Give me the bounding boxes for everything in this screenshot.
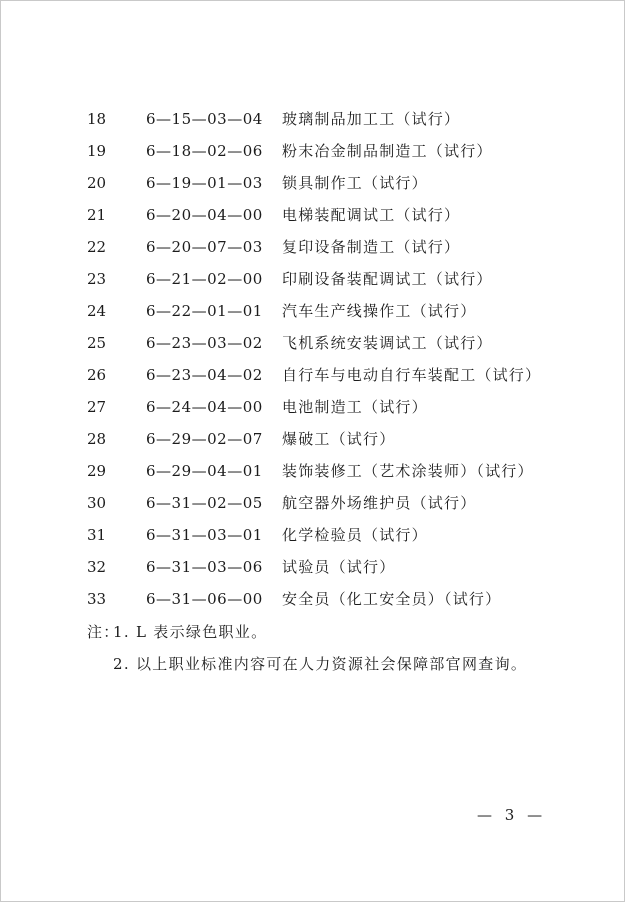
occupation-code: 6—31—02—05 bbox=[146, 494, 263, 512]
row-number: 18 bbox=[87, 110, 107, 128]
occupation-code: 6—20—07—03 bbox=[146, 238, 263, 256]
row-number: 28 bbox=[87, 430, 107, 448]
table-row bbox=[1, 359, 625, 391]
occupation-code: 6—31—03—01 bbox=[146, 526, 263, 544]
table-row bbox=[1, 583, 625, 615]
occupation-name: 汽车生产线操作工（试行） bbox=[282, 302, 477, 320]
row-number: 19 bbox=[87, 142, 107, 160]
table-row bbox=[1, 423, 625, 455]
table-row bbox=[1, 455, 625, 487]
table-row bbox=[1, 103, 625, 135]
row-number: 22 bbox=[87, 238, 107, 256]
occupation-code: 6—18—02—06 bbox=[146, 142, 263, 160]
row-number: 26 bbox=[87, 366, 107, 384]
occupation-name: 锁具制作工（试行） bbox=[282, 174, 428, 192]
occupation-name: 玻璃制品加工工（试行） bbox=[282, 110, 461, 128]
occupation-code: 6—23—03—02 bbox=[146, 334, 263, 352]
row-number: 21 bbox=[87, 206, 107, 224]
table-row bbox=[1, 551, 625, 583]
table-row bbox=[1, 391, 625, 423]
occupation-code: 6—23—04—02 bbox=[146, 366, 263, 384]
occupation-code: 6—29—04—01 bbox=[146, 462, 263, 480]
occupation-name: 装饰装修工（艺术涂装师）（试行） bbox=[282, 462, 534, 480]
occupation-name: 复印设备制造工（试行） bbox=[282, 238, 461, 256]
row-number: 33 bbox=[87, 590, 107, 608]
table-row bbox=[1, 519, 625, 551]
occupation-name: 印刷设备装配调试工（试行） bbox=[282, 270, 493, 288]
table-row bbox=[1, 263, 625, 295]
occupation-name: 化学检验员（试行） bbox=[282, 526, 428, 544]
occupation-code: 6—22—01—01 bbox=[146, 302, 263, 320]
row-number: 31 bbox=[87, 526, 107, 544]
table-row bbox=[1, 487, 625, 519]
row-number: 29 bbox=[87, 462, 107, 480]
table-row bbox=[1, 135, 625, 167]
row-number: 32 bbox=[87, 558, 107, 576]
row-number: 23 bbox=[87, 270, 107, 288]
occupation-name: 粉末冶金制品制造工（试行） bbox=[282, 142, 493, 160]
occupation-name: 航空器外场维护员（试行） bbox=[282, 494, 477, 512]
occupation-name: 飞机系统安装调试工（试行） bbox=[282, 334, 493, 352]
note-text: 1. L 表示绿色职业。 bbox=[113, 623, 268, 641]
note-line-2 bbox=[1, 648, 625, 680]
occupation-name: 电梯装配调试工（试行） bbox=[282, 206, 461, 224]
occupation-name: 爆破工（试行） bbox=[282, 430, 396, 448]
table-row bbox=[1, 327, 625, 359]
notes-title: 注： bbox=[87, 623, 120, 641]
occupation-table bbox=[1, 103, 625, 615]
occupation-name: 自行车与电动自行车装配工（试行） bbox=[282, 366, 542, 384]
occupation-name: 安全员（化工安全员）（试行） bbox=[282, 590, 502, 608]
note-line-1 bbox=[1, 616, 625, 648]
page-number: — 3 — bbox=[477, 806, 547, 824]
row-number: 24 bbox=[87, 302, 107, 320]
row-number: 20 bbox=[87, 174, 107, 192]
occupation-name: 试验员（试行） bbox=[282, 558, 396, 576]
occupation-code: 6—24—04—00 bbox=[146, 398, 263, 416]
occupation-code: 6—21—02—00 bbox=[146, 270, 263, 288]
table-row bbox=[1, 231, 625, 263]
occupation-code: 6—15—03—04 bbox=[146, 110, 263, 128]
table-row bbox=[1, 199, 625, 231]
note-text: 2. 以上职业标准内容可在人力资源社会保障部官网查询。 bbox=[113, 655, 528, 673]
row-number: 27 bbox=[87, 398, 107, 416]
occupation-name: 电池制造工（试行） bbox=[282, 398, 428, 416]
table-row bbox=[1, 295, 625, 327]
occupation-code: 6—20—04—00 bbox=[146, 206, 263, 224]
row-number: 25 bbox=[87, 334, 107, 352]
occupation-code: 6—29—02—07 bbox=[146, 430, 263, 448]
occupation-code: 6—31—06—00 bbox=[146, 590, 263, 608]
occupation-code: 6—31—03—06 bbox=[146, 558, 263, 576]
row-number: 30 bbox=[87, 494, 107, 512]
notes-section bbox=[1, 616, 625, 680]
table-row bbox=[1, 167, 625, 199]
occupation-code: 6—19—01—03 bbox=[146, 174, 263, 192]
